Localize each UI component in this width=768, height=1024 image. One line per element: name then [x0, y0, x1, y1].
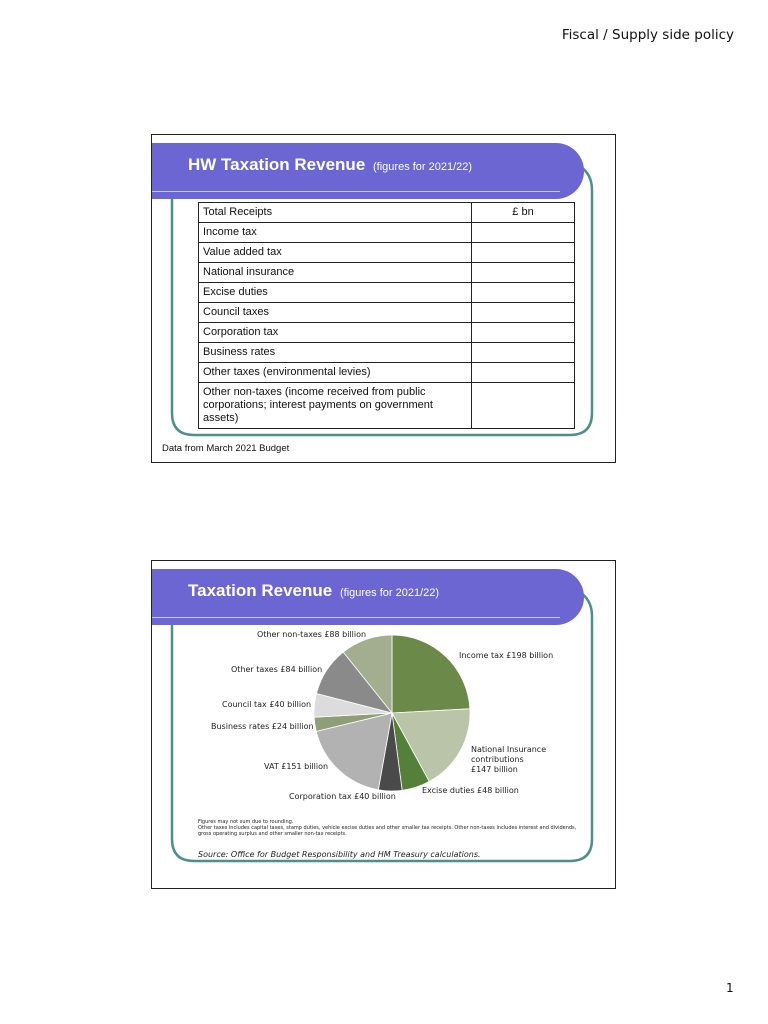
row-label: Corporation tax [199, 323, 472, 343]
data-source-note: Data from March 2021 Budget [162, 443, 290, 454]
slide-hw-taxation-revenue [151, 134, 616, 463]
title-rule [152, 191, 560, 192]
page-number: 1 [726, 981, 734, 995]
table-row [199, 363, 575, 383]
row-value-cell[interactable] [472, 263, 575, 283]
table-header-row [199, 203, 575, 223]
slide-subtitle: (figures for 2021/22) [339, 587, 440, 599]
row-label: Council taxes [199, 303, 472, 323]
row-value-cell[interactable] [472, 363, 575, 383]
label-national-insurance: National Insurance contributions £147 billion [471, 745, 547, 774]
slide-title-main: Taxation Revenue [188, 581, 333, 600]
label-business-rates: Business rates £24 billion [211, 722, 314, 731]
label-corporation-tax: Corporation tax £40 billion [289, 792, 396, 801]
chart-source: Source: Office for Budget Responsibility and HM Treasury calculations. [198, 850, 481, 859]
row-value-cell[interactable] [472, 243, 575, 263]
table-row [199, 243, 575, 263]
row-value-cell[interactable] [472, 343, 575, 363]
table-row [199, 323, 575, 343]
row-label: National insurance [199, 263, 472, 283]
chart-note: Figures may not sum due to rounding. [198, 819, 294, 825]
row-label: Business rates [199, 343, 472, 363]
table-row [199, 383, 575, 429]
row-label: Value added tax [199, 243, 472, 263]
table-row [199, 223, 575, 243]
slide-taxation-revenue [151, 560, 616, 889]
label-excise-duties: Excise duties £48 billion [422, 786, 519, 795]
row-label: Excise duties [199, 283, 472, 303]
slide-title [188, 155, 472, 175]
label-council-tax: Council tax £40 billion [222, 700, 312, 709]
slide-subtitle: (figures for 2021/22) [373, 161, 473, 173]
table-row [199, 303, 575, 323]
table-row [199, 283, 575, 303]
row-value-cell[interactable] [472, 303, 575, 323]
label-other-taxes: Other taxes £84 billion [231, 665, 323, 674]
row-label: Income tax [199, 223, 472, 243]
receipts-table [198, 202, 575, 429]
row-value-cell[interactable] [472, 283, 575, 303]
slide-title-main: HW Taxation Revenue [188, 155, 366, 174]
label-vat: VAT £151 billion [264, 762, 329, 771]
row-label: Other non-taxes (income received from public corporations; interest payments on government assets) [199, 383, 472, 429]
row-value-cell[interactable] [472, 323, 575, 343]
chart-note: Other taxes includes capital taxes, stamp duties, vehicle excise duties and other smaller tax receipts. Other non-taxes includes interest and dividends, gross operating surplus and other smaller non-tax receipts. [198, 825, 577, 837]
table-header-unit: £ bn [472, 203, 575, 223]
page-header: Fiscal / Supply side policy [561, 27, 734, 43]
label-other-non-taxes: Other non-taxes £88 billion [257, 630, 367, 639]
row-value-cell[interactable] [472, 383, 575, 429]
table-header-label: Total Receipts [199, 203, 472, 223]
label-income-tax: Income tax £198 billion [459, 651, 554, 660]
row-value-cell[interactable] [472, 223, 575, 243]
pie-slice-income-tax [392, 635, 470, 713]
table-row [199, 343, 575, 363]
chart-notes [198, 819, 578, 837]
table-row [199, 263, 575, 283]
row-label: Other taxes (environmental levies) [199, 363, 472, 383]
